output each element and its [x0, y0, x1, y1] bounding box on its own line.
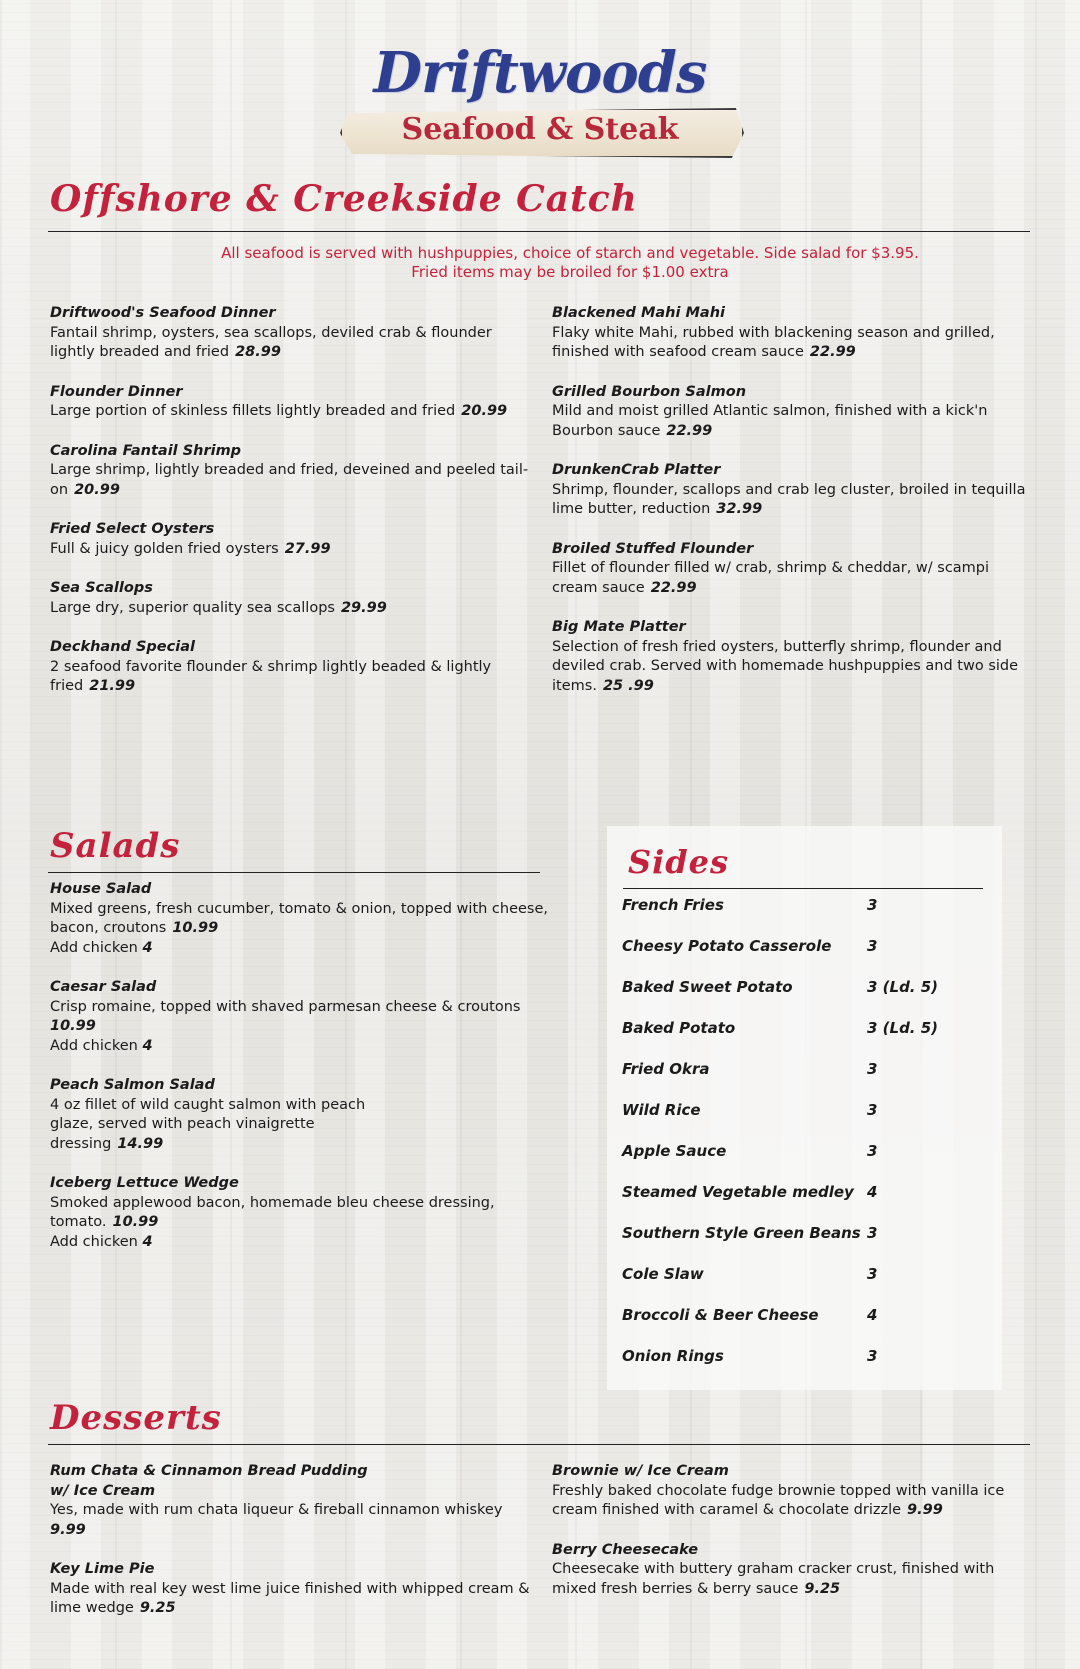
side-row: Baked Sweet Potato 3 (Ld. 5): [622, 978, 939, 996]
logo-subtitle: Seafood & Steak: [401, 112, 679, 147]
side-row: Onion Rings 3: [622, 1347, 878, 1365]
side-row: French Fries 3: [622, 896, 878, 914]
menu-item: Grilled Bourbon Salmon Mild and moist grilled Atlantic salmon, finished with a kick'n Bourbon sauce 22.99: [552, 383, 988, 439]
side-row: Apple Sauce 3: [622, 1142, 878, 1160]
catch-rule: [48, 231, 1030, 232]
logo-wordmark: Driftwoods: [373, 40, 707, 106]
menu-item: Key Lime Pie Made with real key west lime juice finished with whipped cream & lime wedge 9.25: [50, 1561, 530, 1616]
item-price: 10.99: [50, 1018, 96, 1034]
side-row: Baked Potato 3 (Ld. 5): [622, 1019, 939, 1037]
item-price: 25 .99: [602, 677, 654, 694]
salads-column: [50, 880, 550, 1270]
side-row: Cole Slaw 3: [622, 1265, 878, 1283]
desserts-left-column: [50, 1462, 540, 1637]
desserts-right-column: [552, 1462, 1037, 1617]
menu-item: Peach Salmon Salad 4 oz fillet of wild caught salmon with peach glaze, served with peach vinaigrette dressing 14.99: [50, 1077, 366, 1152]
item-price: 22.99: [809, 344, 856, 360]
addon: Add chicken 4: [50, 939, 153, 956]
side-row: Fried Okra 3: [622, 1060, 878, 1078]
item-price: 27.99: [284, 540, 331, 557]
sides-heading: Sides: [628, 843, 730, 881]
menu-item: Berry Cheesecake Cheesecake with buttery graham cracker crust, finished with mixed fresh berries & berry sauce 9.25: [552, 1541, 995, 1597]
item-price: 10.99: [112, 1214, 159, 1230]
menu-item: Fried Select Oysters Full & juicy golden fried oysters 27.99: [50, 521, 331, 557]
salads-heading: Salads: [50, 826, 181, 866]
restaurant-logo: [300, 40, 780, 160]
item-price: 9.25: [804, 1580, 841, 1597]
item-price: 32.99: [716, 501, 763, 517]
addon: Add chicken 4: [50, 1037, 153, 1054]
catch-right-column: [552, 304, 1037, 714]
catch-heading: Offshore & Creekside Catch: [50, 178, 638, 220]
menu-item: Caesar Salad Crisp romaine, topped with shaved parmesan cheese & croutons 10.99 Add chicken 4: [50, 978, 550, 1056]
side-row: Broccoli & Beer Cheese 4: [622, 1306, 878, 1324]
item-price: 9.99: [50, 1521, 86, 1538]
menu-item: Deckhand Special 2 seafood favorite flounder & shrimp lightly beaded & lightly fried 21.99: [50, 639, 492, 694]
side-row: Wild Rice 3: [622, 1101, 878, 1119]
item-price: 9.25: [139, 1600, 176, 1616]
menu-item: House Salad Mixed greens, fresh cucumber, tomato & onion, topped with cheese, bacon, croutons 10.99 Add chicken 4: [50, 880, 550, 958]
menu-item: Broiled Stuffed Flounder Fillet of flounder filled w/ crab, shrimp & cheddar, w/ scampi cream sauce 22.99: [552, 540, 990, 596]
menu-item: Big Mate Platter Selection of fresh fried oysters, butterfly shrimp, flounder and deviled crab. Served with homemade hushpuppies and two side items. 25 .99: [552, 619, 1019, 694]
item-price: 22.99: [650, 579, 697, 596]
side-row: Steamed Vegetable medley 4: [622, 1183, 878, 1201]
menu-item: DrunkenCrab Platter Shrimp, flounder, scallops and crab leg cluster, broiled in tequilla lime butter, reduction 32.99: [552, 462, 1026, 517]
side-row: Southern Style Green Beans 3: [622, 1224, 878, 1242]
catch-note-line-1: All seafood is served with hushpuppies, choice of starch and vegetable. Side salad for $3.95.: [221, 244, 919, 262]
catch-left-column: [50, 304, 535, 715]
sides-list: [622, 896, 1002, 1376]
sides-rule: [623, 888, 983, 889]
item-price: 10.99: [172, 920, 219, 936]
item-price: 9.99: [907, 1502, 943, 1518]
item-price: 21.99: [89, 678, 136, 694]
item-price: 14.99: [117, 1135, 164, 1152]
item-price: 22.99: [666, 422, 713, 439]
addon: Add chicken 4: [50, 1233, 153, 1250]
menu-item: Brownie w/ Ice Cream Freshly baked chocolate fudge brownie topped with vanilla ice cream finished with caramel & chocolate drizzle 9.99: [552, 1463, 1005, 1518]
catch-note: [120, 244, 1020, 282]
menu-item: Sea Scallops Large dry, superior quality sea scallops 29.99: [50, 580, 387, 616]
menu-item: Carolina Fantail Shrimp Large shrimp, lightly breaded and fried, deveined and peeled tail-on 20.99: [50, 442, 529, 498]
menu-item: Rum Chata & Cinnamon Bread Pudding w/ Ice Cream Yes, made with rum chata liqueur & fireball cinnamon whiskey 9.99: [50, 1462, 540, 1540]
menu-item: Flounder Dinner Large portion of skinless fillets lightly breaded and fried 20.99: [50, 383, 508, 419]
item-price: 28.99: [235, 344, 281, 360]
side-row: Cheesy Potato Casserole 3: [622, 937, 878, 955]
salads-rule: [48, 872, 540, 873]
catch-note-line-2: Fried items may be broiled for $1.00 extra: [411, 263, 729, 281]
desserts-heading: Desserts: [50, 1398, 222, 1438]
item-price: 20.99: [461, 403, 508, 419]
menu-item: Driftwood's Seafood Dinner Fantail shrimp, oysters, sea scallops, deviled crab & flounder lightly breaded and fried 28.99: [50, 305, 492, 360]
menu-item: Blackened Mahi Mahi Flaky white Mahi, rubbed with blackening season and grilled, finished with seafood cream sauce 22.99: [552, 305, 995, 360]
item-price: 29.99: [340, 599, 387, 616]
item-price: 20.99: [74, 481, 120, 498]
menu-item: Iceberg Lettuce Wedge Smoked applewood bacon, homemade bleu cheese dressing, tomato. 10.99 Add chicken 4: [50, 1174, 550, 1252]
desserts-rule: [48, 1444, 1030, 1445]
